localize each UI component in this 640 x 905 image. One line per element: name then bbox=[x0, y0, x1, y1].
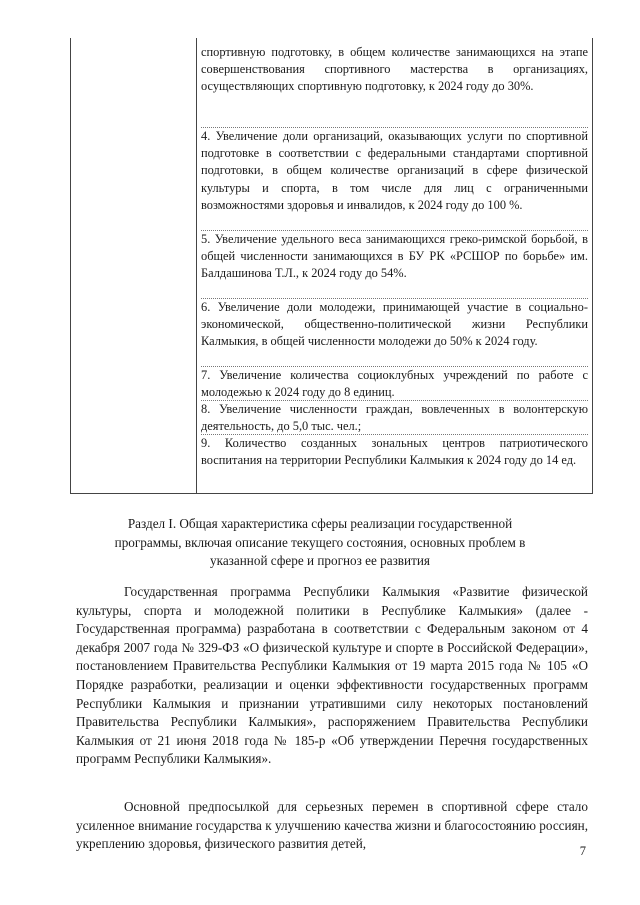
table-item: 9. Количество созданных зональных центров патриотического воспитания на территории Республики Калмыкия к 2024 году до 14 ед. bbox=[201, 434, 588, 469]
table-item: 8. Увеличение численности граждан, вовлеченных в волонтерскую деятельность, до 5,0 тыс. чел.; bbox=[201, 400, 588, 435]
body-paragraph: Государственная программа Республики Калмыкия «Развитие физической культуры, спорта и молодежной политики в Республике Калмыкия» (далее - Государственная программа) разработана в соответствии с Федеральным законом от 4 декабря 2007 года № 329-ФЗ «О физической культуре и спорте в Российской Федерации», постановлением Правительства Республики Калмыкия от 19 марта 2015 года № 105 «О Порядке разработки, реализации и оценки эффективности государственных программ Республики Калмыкия и признании утратившими силу некоторых постановлений Правительства Республики Калмыкия», распоряжением Правительства Республики Калмыкия от 21 июня 2018 года № 185-р «Об утверждении Перечня государственных программ Республики Калмыкия». bbox=[76, 584, 588, 767]
body-paragraph: Основной предпосылкой для серьезных перемен в спортивной сфере стало усиленное внимание государства к улучшению качества жизни и благосостоянию россиян, укреплению здоровья, физического развития детей, bbox=[76, 799, 588, 852]
table-left-column bbox=[71, 38, 197, 493]
table-item: 6. Увеличение доли молодежи, принимающей участие в социально-экономической, общественно-политической жизни Республики Калмыкия, в общей численности молодежи до 50% к 2024 году. bbox=[201, 298, 588, 351]
table-right-column bbox=[197, 38, 592, 493]
section-title: Раздел I. Общая характеристика сферы реализации государственной программы, включая описание текущего состояния, основных проблем в указанной сфере и прогноз ее развития bbox=[114, 516, 526, 568]
table-item: 5. Увеличение удельного веса занимающихся греко-римской борьбой, в общей численности занимающихся в БУ РК «РСШОР по борьбе» им. Балдашинова Т.Л., к 2024 году до 54%. bbox=[201, 230, 588, 283]
table-item: 4. Увеличение доли организаций, оказывающих услуги по спортивной подготовке в соответствии с федеральными стандартами спортивной подготовки, в общем количестве организаций в сфере физической культуры и спорта, в том числе для лиц с ограниченными возможностями здоровья и инвалидов, к 2024 году до 100 %. bbox=[201, 127, 588, 214]
table-item: 7. Увеличение количества социоклубных учреждений по работе с молодежью к 2024 году до 8 единиц. bbox=[201, 366, 588, 401]
indicators-table bbox=[70, 38, 593, 494]
table-item: спортивную подготовку, в общем количестве занимающихся на этапе совершенствования спортивного мастерства в организациях, осуществляющих спортивную подготовку, к 2024 году до 30%. bbox=[201, 45, 588, 94]
page-number: 7 bbox=[579, 844, 586, 858]
